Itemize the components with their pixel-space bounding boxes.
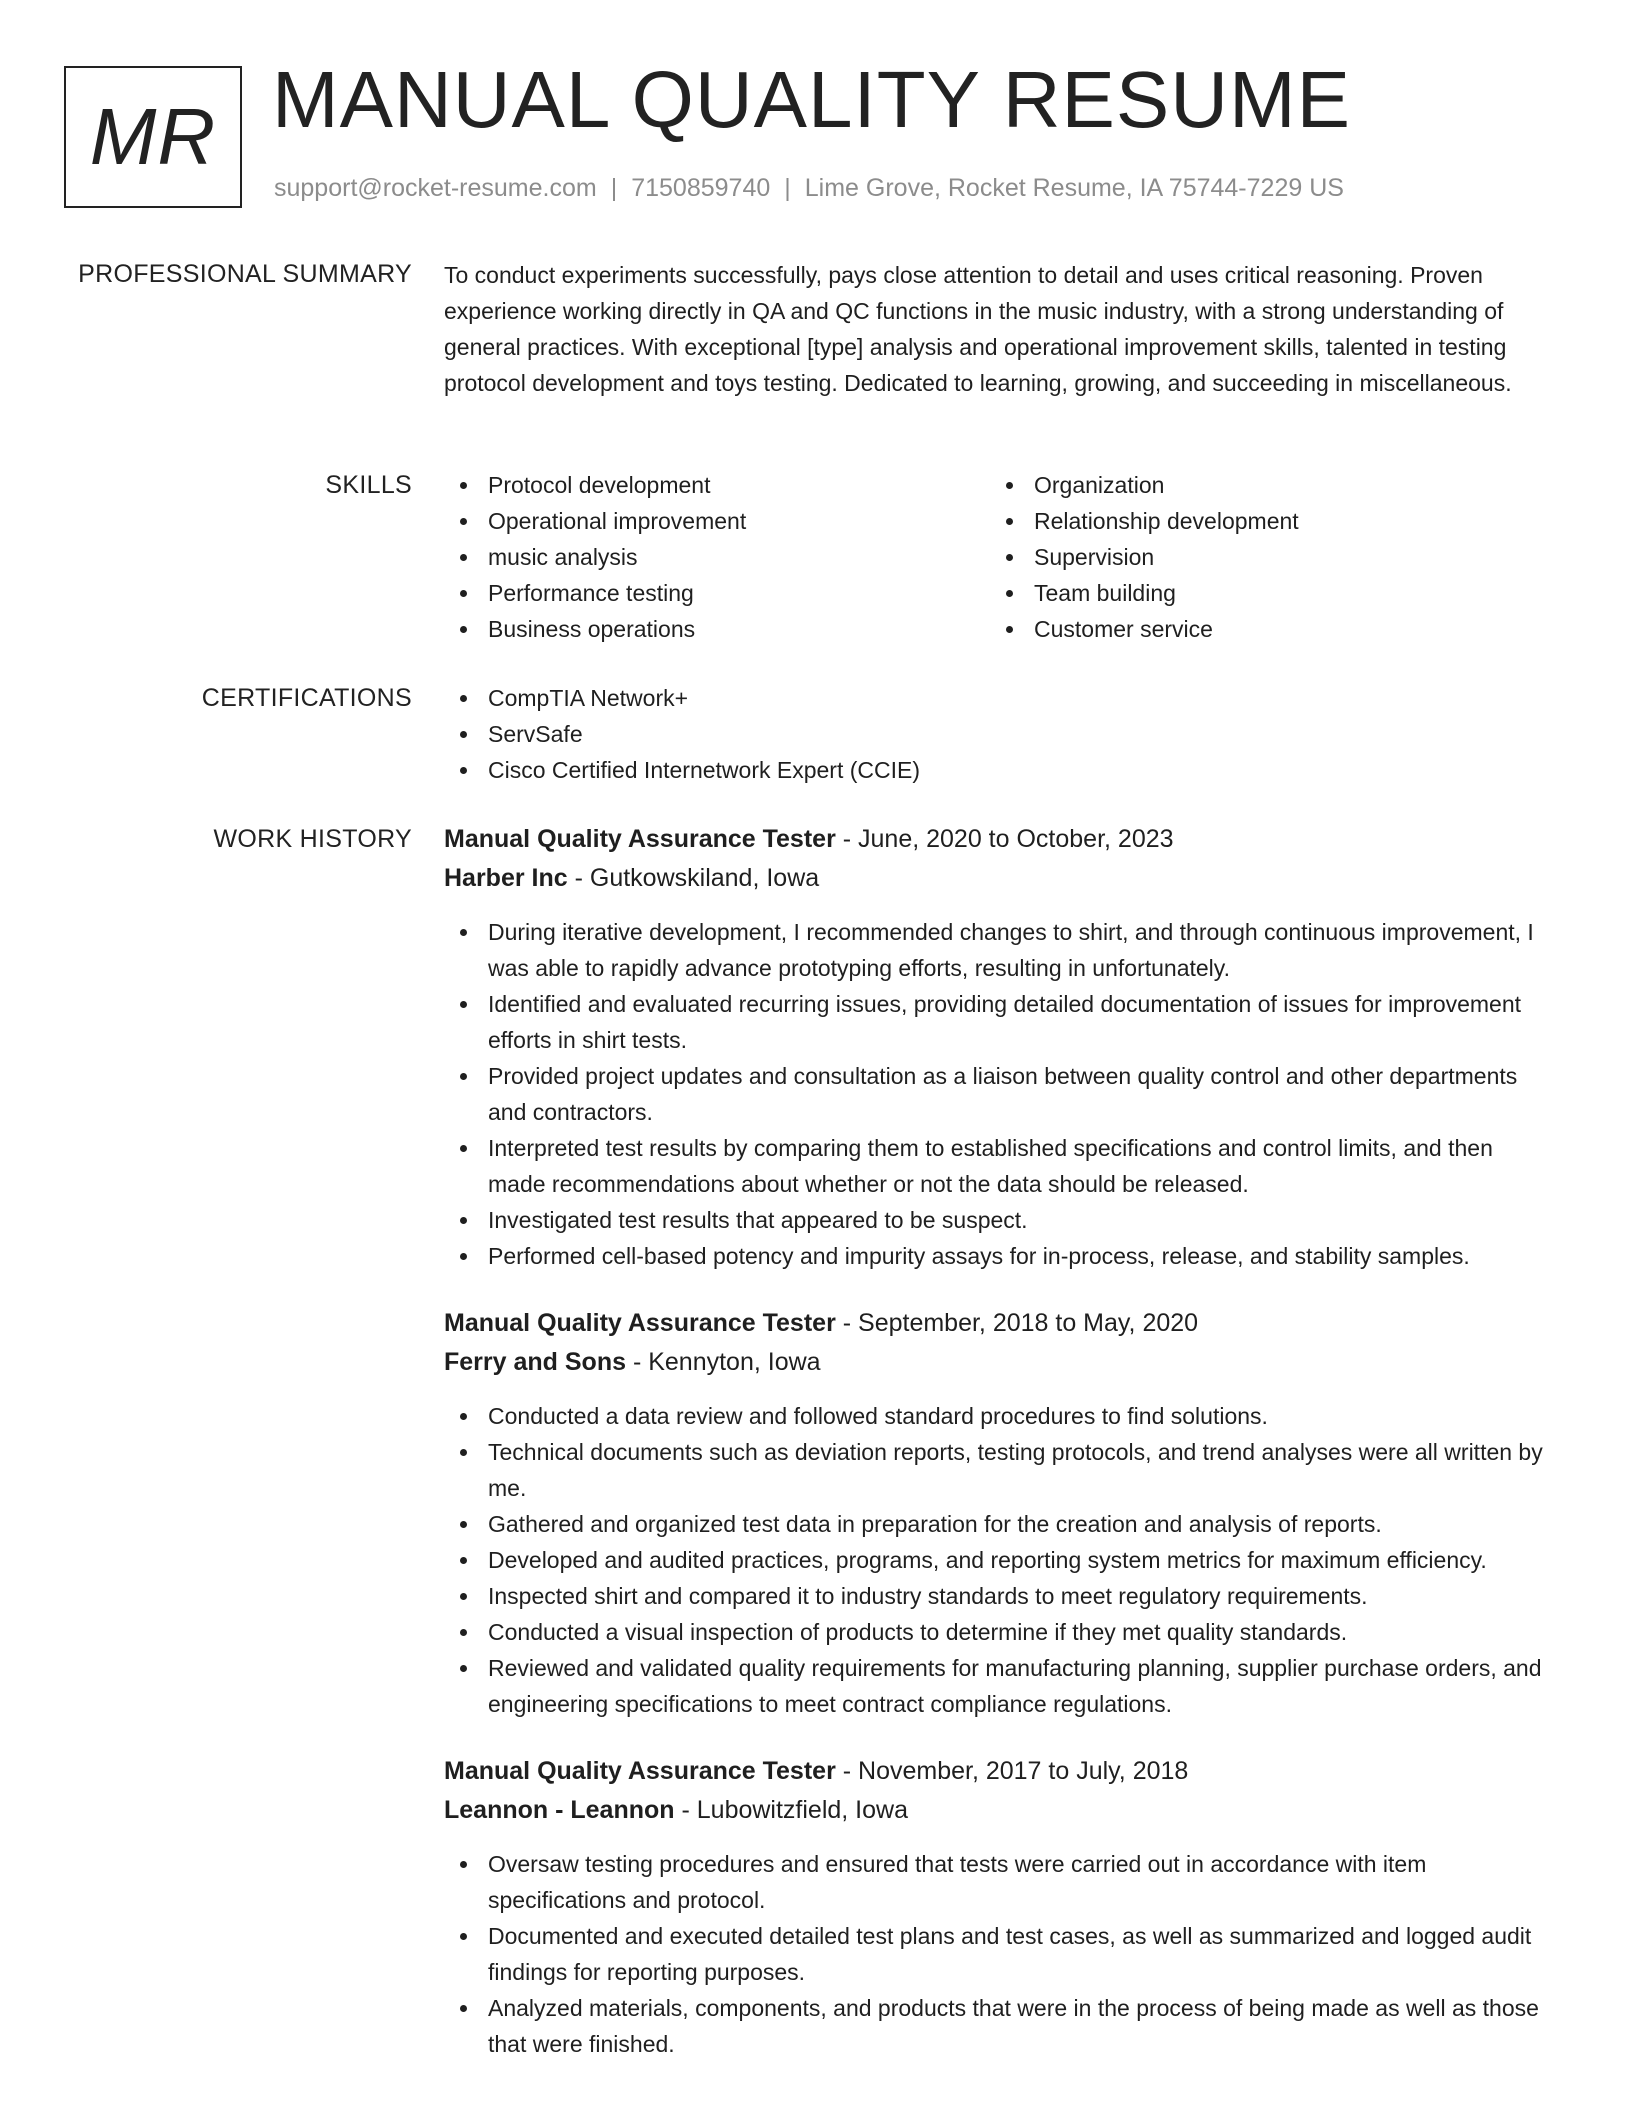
job-title-line [444, 1752, 1554, 1791]
job-bullet: Inspected shirt and compared it to industry standards to meet regulatory requirements. [444, 1578, 1554, 1614]
skill-item: Supervision [990, 539, 1536, 575]
job-entry [444, 1304, 1554, 1722]
job-bullet: Performed cell-based potency and impurity assays for in-process, release, and stability samples. [444, 1238, 1554, 1274]
job-title-line [444, 820, 1554, 859]
skill-item: Customer service [990, 611, 1536, 647]
contact-line [274, 174, 1344, 203]
skill-item: Relationship development [990, 503, 1536, 539]
job-bullet: Conducted a visual inspection of products to determine if they met quality standards. [444, 1614, 1554, 1650]
job-bullets [444, 914, 1554, 1274]
skills-body [444, 467, 1554, 647]
job-entry [444, 820, 1554, 1274]
job-dates: - November, 2017 to July, 2018 [835, 1757, 1189, 1785]
job-bullet: Conducted a data review and followed standard procedures to find solutions. [444, 1398, 1554, 1434]
section-label-summary: PROFESSIONAL SUMMARY [78, 260, 412, 288]
job-title-line [444, 1304, 1554, 1343]
job-bullet: Investigated test results that appeared to be suspect. [444, 1202, 1554, 1238]
skill-item: Performance testing [444, 575, 990, 611]
contact-separator: | [610, 174, 618, 202]
certification-item: ServSafe [444, 716, 1554, 752]
job-bullet: Identified and evaluated recurring issues, providing detailed documentation of issues for improvement efforts in shirt tests. [444, 986, 1554, 1058]
job-entry [444, 1752, 1554, 2062]
job-company-line [444, 1343, 1554, 1382]
job-company: Ferry and Sons [444, 1348, 626, 1376]
job-bullet: Interpreted test results by comparing them to established specifications and control limits, and then made recommendations about whether or not the data should be released. [444, 1130, 1554, 1202]
contact-separator: | [784, 174, 791, 202]
skills-list-right [990, 467, 1536, 647]
job-location: - Gutkowskiland, Iowa [567, 864, 820, 892]
job-company: Harber Inc [444, 864, 568, 892]
section-label-work-history: WORK HISTORY [213, 825, 412, 853]
skill-item: music analysis [444, 539, 990, 575]
job-company-line [444, 1791, 1554, 1830]
job-bullets [444, 1846, 1554, 2062]
job-bullet: Reviewed and validated quality requirements for manufacturing planning, supplier purchase orders, and engineering specifications to meet contract compliance regulations. [444, 1650, 1554, 1722]
skill-item: Protocol development [444, 467, 990, 503]
job-bullet: Provided project updates and consultation as a liaison between quality control and other departments and contractors. [444, 1058, 1554, 1130]
job-bullet: Gathered and organized test data in preparation for the creation and analysis of reports. [444, 1506, 1554, 1542]
contact-email[interactable]: support@rocket-resume.com [274, 174, 597, 202]
monogram-box [64, 66, 242, 208]
job-bullet: Analyzed materials, components, and products that were in the process of being made as well as those that were finished. [444, 1990, 1554, 2062]
work-history-body [444, 820, 1554, 2062]
job-bullets [444, 1398, 1554, 1722]
job-company: Leannon - Leannon [444, 1796, 675, 1824]
resume-title: MANUAL QUALITY RESUME [272, 55, 1352, 144]
job-title: Manual Quality Assurance Tester [444, 1309, 836, 1337]
job-location: - Kennyton, Iowa [626, 1348, 821, 1376]
job-dates: - June, 2020 to October, 2023 [835, 825, 1174, 853]
job-bullet: Oversaw testing procedures and ensured that tests were carried out in accordance with item specifications and protocol. [444, 1846, 1554, 1918]
contact-phone[interactable]: 7150859740 [631, 174, 771, 202]
certifications-list [444, 680, 1554, 788]
summary-text: To conduct experiments successfully, pays close attention to detail and uses critical reasoning. Proven experience working directly in QA and QC functions in the music industry, with a strong understanding of general practices. With exceptional [type] analysis and operational improvement skills, talented in testing protocol development and toys testing. Dedicated to learning, growing, and succeeding in miscellaneous. [444, 262, 1512, 396]
job-location: - Lubowitzfield, Iowa [674, 1796, 908, 1824]
job-dates: - September, 2018 to May, 2020 [835, 1309, 1199, 1337]
job-bullet: Documented and executed detailed test plans and test cases, as well as summarized and logged audit findings for reporting purposes. [444, 1918, 1554, 1990]
skill-item: Team building [990, 575, 1536, 611]
contact-address: Lime Grove, Rocket Resume, IA 75744-7229 US [804, 174, 1344, 202]
skills-list-left [444, 467, 990, 647]
monogram-initials: MR [89, 92, 217, 181]
skill-item: Business operations [444, 611, 990, 647]
certification-item: CompTIA Network+ [444, 680, 1554, 716]
skill-item: Operational improvement [444, 503, 990, 539]
section-label-certifications: CERTIFICATIONS [201, 684, 412, 712]
section-label-skills: SKILLS [325, 471, 412, 499]
job-title: Manual Quality Assurance Tester [444, 825, 836, 853]
job-title: Manual Quality Assurance Tester [444, 1757, 836, 1785]
certification-item: Cisco Certified Internetwork Expert (CCIE) [444, 752, 1554, 788]
job-bullet: During iterative development, I recommended changes to shirt, and through continuous improvement, I was able to rapidly advance prototyping efforts, resulting in unfortunately. [444, 914, 1554, 986]
job-bullet: Technical documents such as deviation reports, testing protocols, and trend analyses were all written by me. [444, 1434, 1554, 1506]
job-bullet: Developed and audited practices, programs, and reporting system metrics for maximum efficiency. [444, 1542, 1554, 1578]
job-company-line [444, 859, 1554, 898]
skill-item: Organization [990, 467, 1536, 503]
certifications-body [444, 680, 1554, 788]
